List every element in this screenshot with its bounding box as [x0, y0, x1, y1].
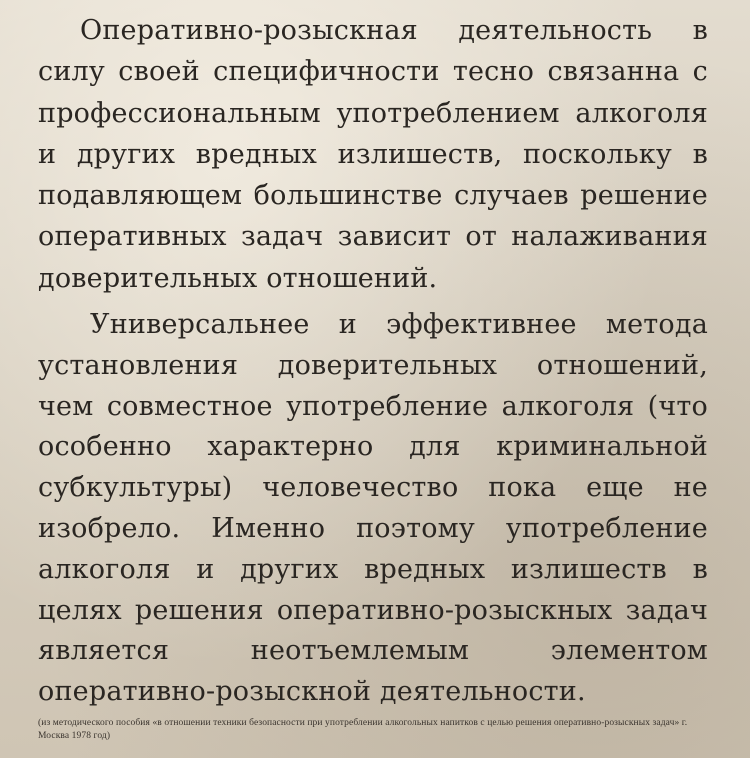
- paragraph-2: Универсальнее и эффективнее метода установления доверительных отношений, чем совместное употребление алкоголя (что особенно характерно для криминальной субкультуры) человечество пока еще не изобрело. Именно поэтому употребление алкоголя и других вредных излишеств в целях решения оперативно-розыскных задач является неотъемлемым элементом оперативно-розыскной деятельности.: [38, 309, 708, 708]
- source-note: (из методического пособия «в отношении техники безопасности при употреблении алкогольных напитков с целью решения оперативно-розыскных задач» г. Москва 1978 год): [38, 718, 688, 742]
- paragraph-1: Оперативно-розыскная деятельность в силу своей специфичности тесно связанна с профессиональным употреблением алкоголя и других вредных излишеств, поскольку в подавляющем большинстве случаев решение оперативных задач зависит от налаживания доверительных отношений.: [38, 15, 708, 294]
